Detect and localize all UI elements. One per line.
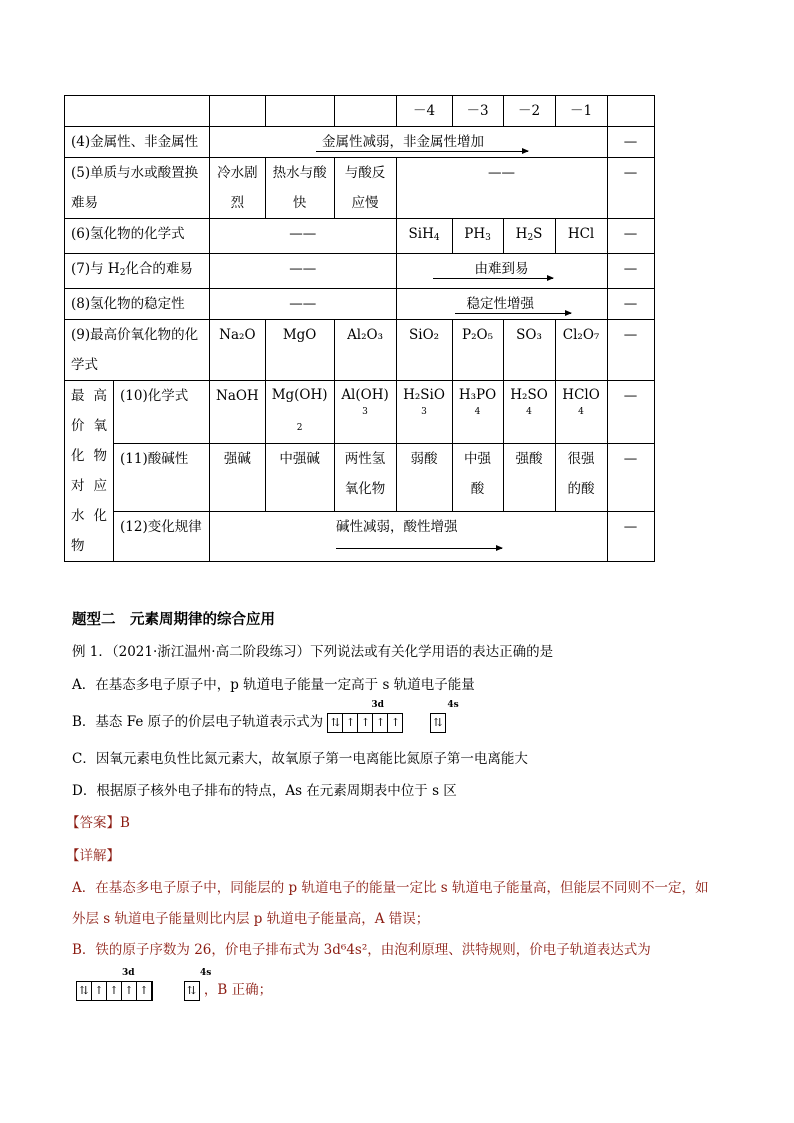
table-cell: 中强酸 — [452, 444, 503, 512]
trend-arrow — [433, 278, 553, 279]
orbital-label-4s: 4s — [200, 967, 212, 978]
formula-cell: NaOH — [210, 381, 266, 444]
row-label: (11)酸碱性 — [114, 444, 210, 512]
formula-cell: H₃PO 4 — [452, 381, 503, 444]
orbital-boxes-4s: ⇅ — [184, 981, 200, 1001]
table-row: (11)酸碱性 强碱 中强碱 两性氢氧化物 弱酸 中强酸 强酸 很强的酸 — — [65, 444, 655, 512]
formula-cell: Mg(OH) 2 — [265, 381, 334, 444]
orbital-boxes-4s: ⇅ — [430, 713, 446, 733]
table-row: (6)氢化物的化学式 —— SiH$_4$ $PH_3$ $H_2S$ HCl — — [65, 219, 655, 254]
trend-text: 碱性减弱，酸性增强 — [336, 519, 458, 536]
explanation-b-line1: B．铁的原子序数为 26，价电子排布式为 3d⁶4s²，由泡利原理、洪特规则，价电子轨道表达式为 — [72, 942, 651, 958]
table-row: (4)金属性、非金属性 金属性减弱，非金属性增加 — — [65, 127, 655, 158]
trend-arrow — [336, 548, 502, 549]
formula-cell: HCl — [555, 219, 607, 254]
table-row: (8)氢化物的稳定性 —— 稳定性增强 — — [65, 289, 655, 320]
orbital-diagram — [327, 699, 459, 733]
orbital-boxes-3d: ⇅ ↑ ↑ ↑ ↑ — [327, 713, 403, 733]
formula-cell: P₂O₅ — [452, 320, 503, 381]
section-heading: 题型二 元素周期律的综合应用 — [72, 611, 275, 628]
trend-arrow — [455, 313, 571, 314]
table-cell: 冷水剧烈 — [210, 158, 266, 219]
example-stem: 例 1．（2021·浙江温州·高二阶段练习）下列说法或有关化学用语的表达正确的是 — [72, 644, 554, 660]
explanation-a-line2: 外层 s 轨道电子能量则比内层 p 轨道电子能量高，A 错误； — [72, 911, 430, 927]
option-c: C．因氧元素电负性比氮元素大，故氧原子第一电离能比氮原子第一电离能大 — [72, 751, 528, 767]
group-label: 最高价氧化物对应水化物 — [65, 381, 114, 562]
formula-cell: MgO — [265, 320, 334, 381]
table-cell: 很强的酸 — [555, 444, 607, 512]
table-row: (12)变化规律 碱性减弱，酸性增强 — — [65, 512, 655, 562]
formula-cell: SO₃ — [503, 320, 555, 381]
table-cell: －2 — [503, 96, 555, 127]
formula-cell: $PH_3$ — [452, 219, 503, 254]
detail-label: 【详解】 — [66, 848, 120, 864]
formula-cell: $H_2S$ — [503, 219, 555, 254]
table-cell: 中强碱 — [265, 444, 334, 512]
table-cell: —— — [396, 158, 607, 219]
table-cell: 强酸 — [503, 444, 555, 512]
formula-cell: HClO 4 — [555, 381, 607, 444]
row-label: (12)变化规律 — [114, 512, 210, 562]
formula-cell: Cl₂O₇ — [555, 320, 607, 381]
table-row: (9)最高价氧化物的化学式 Na₂O MgO Al₂O₃ SiO₂ P₂O₅ SO₃ Cl₂O₇ — — [65, 320, 655, 381]
table-row — [65, 96, 655, 127]
table-row: (7)与 $H_2$化合的难易 —— 由难到易 — — [65, 254, 655, 289]
row-label: (7)与 $H_2$化合的难易 — [65, 254, 210, 289]
table-cell: －3 — [452, 96, 503, 127]
orbital-label-3d: 3d — [371, 699, 384, 710]
option-a: A．在基态多电子原子中，p 轨道电子能量一定高于 s 轨道电子能量 — [72, 677, 475, 693]
formula-cell: Al(OH) 3 — [334, 381, 396, 444]
orbital-label-4s: 4s — [447, 699, 459, 710]
table-cell: －1 — [555, 96, 607, 127]
table-cell: 两性氢氧化物 — [334, 444, 396, 512]
formula-cell: SiO₂ — [396, 320, 452, 381]
row-label: (10)化学式 — [114, 381, 210, 444]
table-cell: 强碱 — [210, 444, 266, 512]
row-label: (9)最高价氧化物的化学式 — [65, 320, 210, 381]
formula-cell: H₂SO 4 — [503, 381, 555, 444]
table-cell: 热水与酸快 — [265, 158, 334, 219]
table-cell: 与酸反应慢 — [334, 158, 396, 219]
periodic-trend-table — [64, 95, 655, 562]
formula-cell: H₂SiO 3 — [396, 381, 452, 444]
answer-label: 【答案】B — [66, 815, 130, 831]
orbital-label-3d: 3d — [122, 967, 135, 978]
explanation-a-line1: A．在基态多电子原子中，同能层的 p 轨道电子的能量一定比 s 轨道电子能量高，但能层不同则不一定，如 — [72, 880, 709, 896]
trend-arrow — [316, 151, 528, 152]
table-cell: －4 — [396, 96, 452, 127]
row-label: (6)氢化物的化学式 — [65, 219, 210, 254]
trend-text: 由难到易 — [474, 261, 529, 277]
row-label: (8)氢化物的稳定性 — [65, 289, 210, 320]
formula-cell: Na₂O — [210, 320, 266, 381]
row-label: (5)单质与水或酸置换难易 — [65, 158, 210, 219]
formula-cell: SiH$_4$ — [396, 219, 452, 254]
option-d: D．根据原子核外电子排布的特点，As 在元素周期表中位于 s 区 — [72, 783, 457, 799]
trend-text: 金属性减弱，非金属性增加 — [322, 134, 484, 150]
row-label: (4)金属性、非金属性 — [65, 127, 210, 158]
table-cell: 弱酸 — [396, 444, 452, 512]
trend-text: 稳定性增强 — [466, 296, 535, 312]
table-row: 最高价氧化物对应水化物 (10)化学式 NaOH Mg(OH) 2 Al(OH) 3 H₂SiO 3 H₃PO 4 H₂SO 4 HClO 4 — — [65, 381, 655, 444]
table-row: (5)单质与水或酸置换难易 冷水剧烈 热水与酸快 与酸反应慢 —— — — [65, 158, 655, 219]
formula-cell: Al₂O₃ — [334, 320, 396, 381]
orbital-boxes-3d: ⇅ ↑ ↑ ↑ ↑ — [76, 981, 153, 1001]
explanation-b-line2: 3d ⇅ ↑ ↑ ↑ ↑ 4s ⇅ ，B 正确； — [76, 978, 272, 1001]
option-b: B．基态 Fe 原子的价层电子轨道表示式为 3d ⇅ ↑ ↑ ↑ ↑ 4s ⇅ — [72, 710, 446, 733]
